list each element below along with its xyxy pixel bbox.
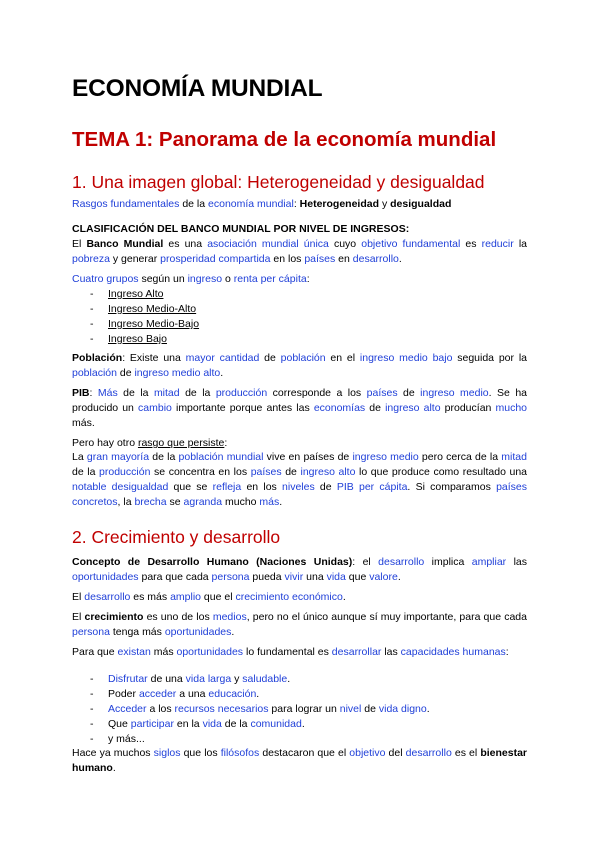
concepto-paragraph: Concepto de Desarrollo Humano (Naciones Unidas): el desarrollo implica ampliar las oportunidades para que cada persona pueda vivir una vida que valore.	[72, 556, 527, 583]
capacidades-list	[72, 672, 527, 747]
list-item: - Ingreso Alto	[72, 287, 527, 302]
income-levels-list	[72, 287, 527, 347]
section-2-heading: 2. Crecimiento y desarrollo	[72, 527, 281, 547]
clasificacion-heading: CLASIFICACIÓN DEL BANCO MUNDIAL POR NIVEL DE INGRESOS:	[72, 223, 410, 235]
capacidades-paragraph: Para que existan más oportunidades lo fundamental es desarrollar las capacidades humanas:	[72, 646, 509, 658]
list-item: - Disfrutar de una vida larga y saludable.	[72, 672, 527, 687]
desarrollo-paragraph: El desarrollo es más amplio que el crecimiento económico.	[72, 591, 346, 603]
grupos-paragraph: Cuatro grupos según un ingreso o renta per cápita:	[72, 273, 310, 285]
rasgo-persiste-paragraph: Pero hay otro rasgo que persiste:	[72, 437, 228, 449]
list-item: - Ingreso Medio-Alto	[72, 302, 527, 317]
gran-mayoria-paragraph: La gran mayoría de la población mundial vive en países de ingreso medio pero cerca de la mitad de la producción se concentra en los países de ingreso alto lo que produce como resultado una notable desigualdad que se refleja en los niveles de PIB per cápita. Si comparamos países concretos, la brecha se agranda mucho más.	[72, 451, 528, 508]
list-item: - y más...	[72, 732, 527, 747]
list-item: - Que participar en la vida de la comunidad.	[72, 717, 527, 732]
pib-paragraph: PIB: Más de la mitad de la producción corresponde a los países de ingreso medio. Se ha producido un cambio importante porque antes las economías de ingreso alto producían mucho más.	[72, 387, 527, 429]
list-item: - Acceder a los recursos necesarios para lograr un nivel de vida digno.	[72, 702, 527, 717]
list-item: - Ingreso Medio-Bajo	[72, 317, 527, 332]
poblacion-paragraph: Población: Existe una mayor cantidad de población en el ingreso medio bajo seguida por la población de ingreso medio alto.	[72, 352, 527, 379]
rasgos-paragraph: Rasgos fundamentales de la economía mundial: Heterogeneidad y desigualdad	[72, 198, 452, 210]
list-item: - Poder acceder a una educación.	[72, 687, 527, 702]
chapter-title: TEMA 1: Panorama de la economía mundial	[72, 128, 497, 151]
bienestar-paragraph: Hace ya muchos siglos que los filósofos destacaron que el objetivo del desarrollo es el bienestar humano.	[72, 747, 528, 774]
list-item: - Ingreso Bajo	[72, 332, 527, 347]
crecimiento-paragraph: El crecimiento es uno de los medios, pero no el único aunque sí muy importante, para que cada persona tenga más oportunidades.	[72, 611, 527, 638]
section-1-heading: 1. Una imagen global: Heterogeneidad y desigualdad	[72, 172, 485, 192]
banco-mundial-paragraph: El Banco Mundial es una asociación mundial única cuyo objetivo fundamental es reducir la pobreza y generar prosperidad compartida en los países en desarrollo.	[72, 238, 527, 265]
document-title: ECONOMÍA MUNDIAL	[72, 75, 323, 102]
